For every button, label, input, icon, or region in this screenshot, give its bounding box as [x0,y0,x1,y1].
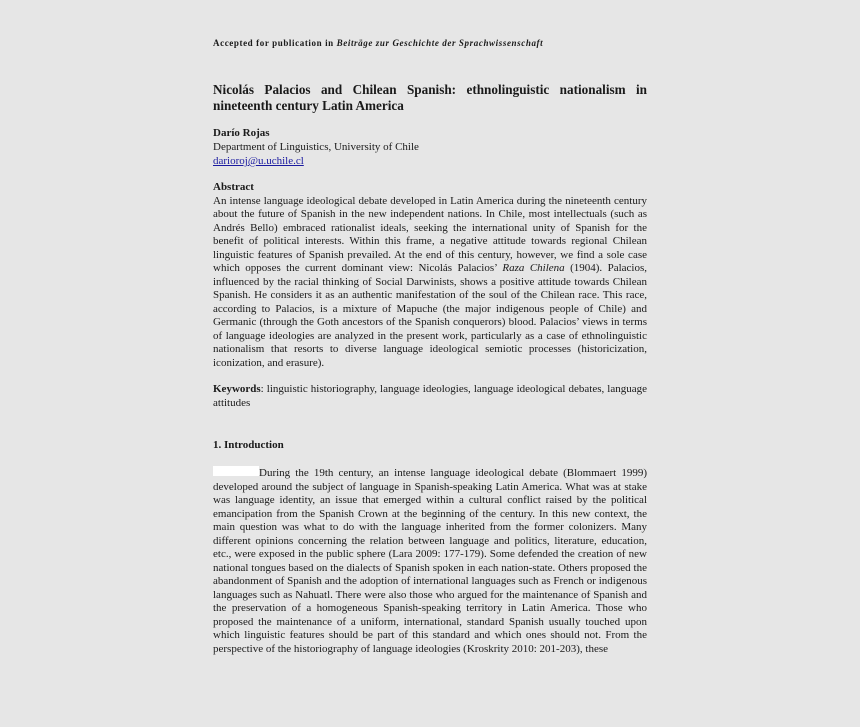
paper-content [213,38,647,656]
abstract-book-title: Raza Chilena [502,262,565,274]
abstract-text [213,195,647,371]
author-name: Darío Rojas [213,127,270,139]
section-heading-introduction: 1. Introduction [213,439,284,451]
introduction-text [213,466,647,656]
introduction-body: During the 19th century, an intense language ideological debate (Blommaert 1999) developed around the subject of language in Spanish-speaking Latin America. What was at stake was language identity, an issue that emerged within a cultural conflict raised by the political emancipation from the Spanish Crown at the beginning of the century. In this new context, the main question was what to do with the language inherited from the former colonizers. Many different opinions concerning the relation between language and politics, literature, education, etc., were exposed in the public sphere (Lara 2009: 177-179). Some defended the creation of new national tongues based on the dialects of Spanish spoken in each nation-state. Others proposed the abandonment of Spanish and the adoption of international languages such as French or indigenous languages such as Nahuatl. There were also those who argued for the maintenance of Spanish and the preservation of a homogeneous Spanish-speaking territory in Latin America. Those who proposed the maintenance of a uniform, international, standard Spanish usually touched upon which linguistic features should be part of this standard and which ones should not. From the perspective of the historiography of language ideologies (Kroskrity 2010: 201-203), these [213,467,647,655]
author-email-link[interactable]: darioroj@u.uchile.cl [213,155,304,167]
keywords-label: Keywords [213,383,261,395]
keywords [213,383,647,410]
abstract-heading: Abstract [213,181,254,193]
abstract-text-part2: (1904). Palacios, influenced by the racial thinking of Social Darwinists, shows a positive attitude towards Chilean Spanish. He considers it as an authentic manifestation of the soul of the Chilean race. This race, according to Palacios, is a mixture of Mapuche (the major indigenous people of Chile) and Germanic (through the Goth ancestors of the Spanish conquerors) blood. Palacios’ views in terms of language ideologies are analyzed in the present work, particularly as a case of ethnolinguistic nationalism that resorts to diverse language ideological semiotic processes (historicization, iconization, and erasure). [213,262,648,369]
paragraph-indent [213,466,259,476]
author-affiliation: Department of Linguistics, University of Chile [213,141,419,153]
abstract-text-part1: An intense language ideological debate developed in Latin America during the nineteenth century about the future of Spanish in the new independent nations. In Chile, most intellectuals (such as Andrés Bello) embraced rationalist ideals, seeking the international unity of Spanish for the benefit of political interests. Within this frame, a negative attitude towards regional Chilean linguistic features of Spanish prevailed. At the end of this century, however, we find a sole case which opposes the current dominant view: Nicolás Palacios’ [213,194,647,274]
journal-name: Beiträge zur Geschichte der Sprachwissenschaft [336,38,544,48]
keywords-text: : linguistic historiography, language ideologies, language ideological debates, language attitudes [213,383,647,409]
publication-note-prefix: Accepted for publication in [213,38,337,48]
paper-title: Nicolás Palacios and Chilean Spanish: ethnolinguistic nationalism in nineteenth century Latin America [213,82,647,113]
publication-note [213,38,647,48]
